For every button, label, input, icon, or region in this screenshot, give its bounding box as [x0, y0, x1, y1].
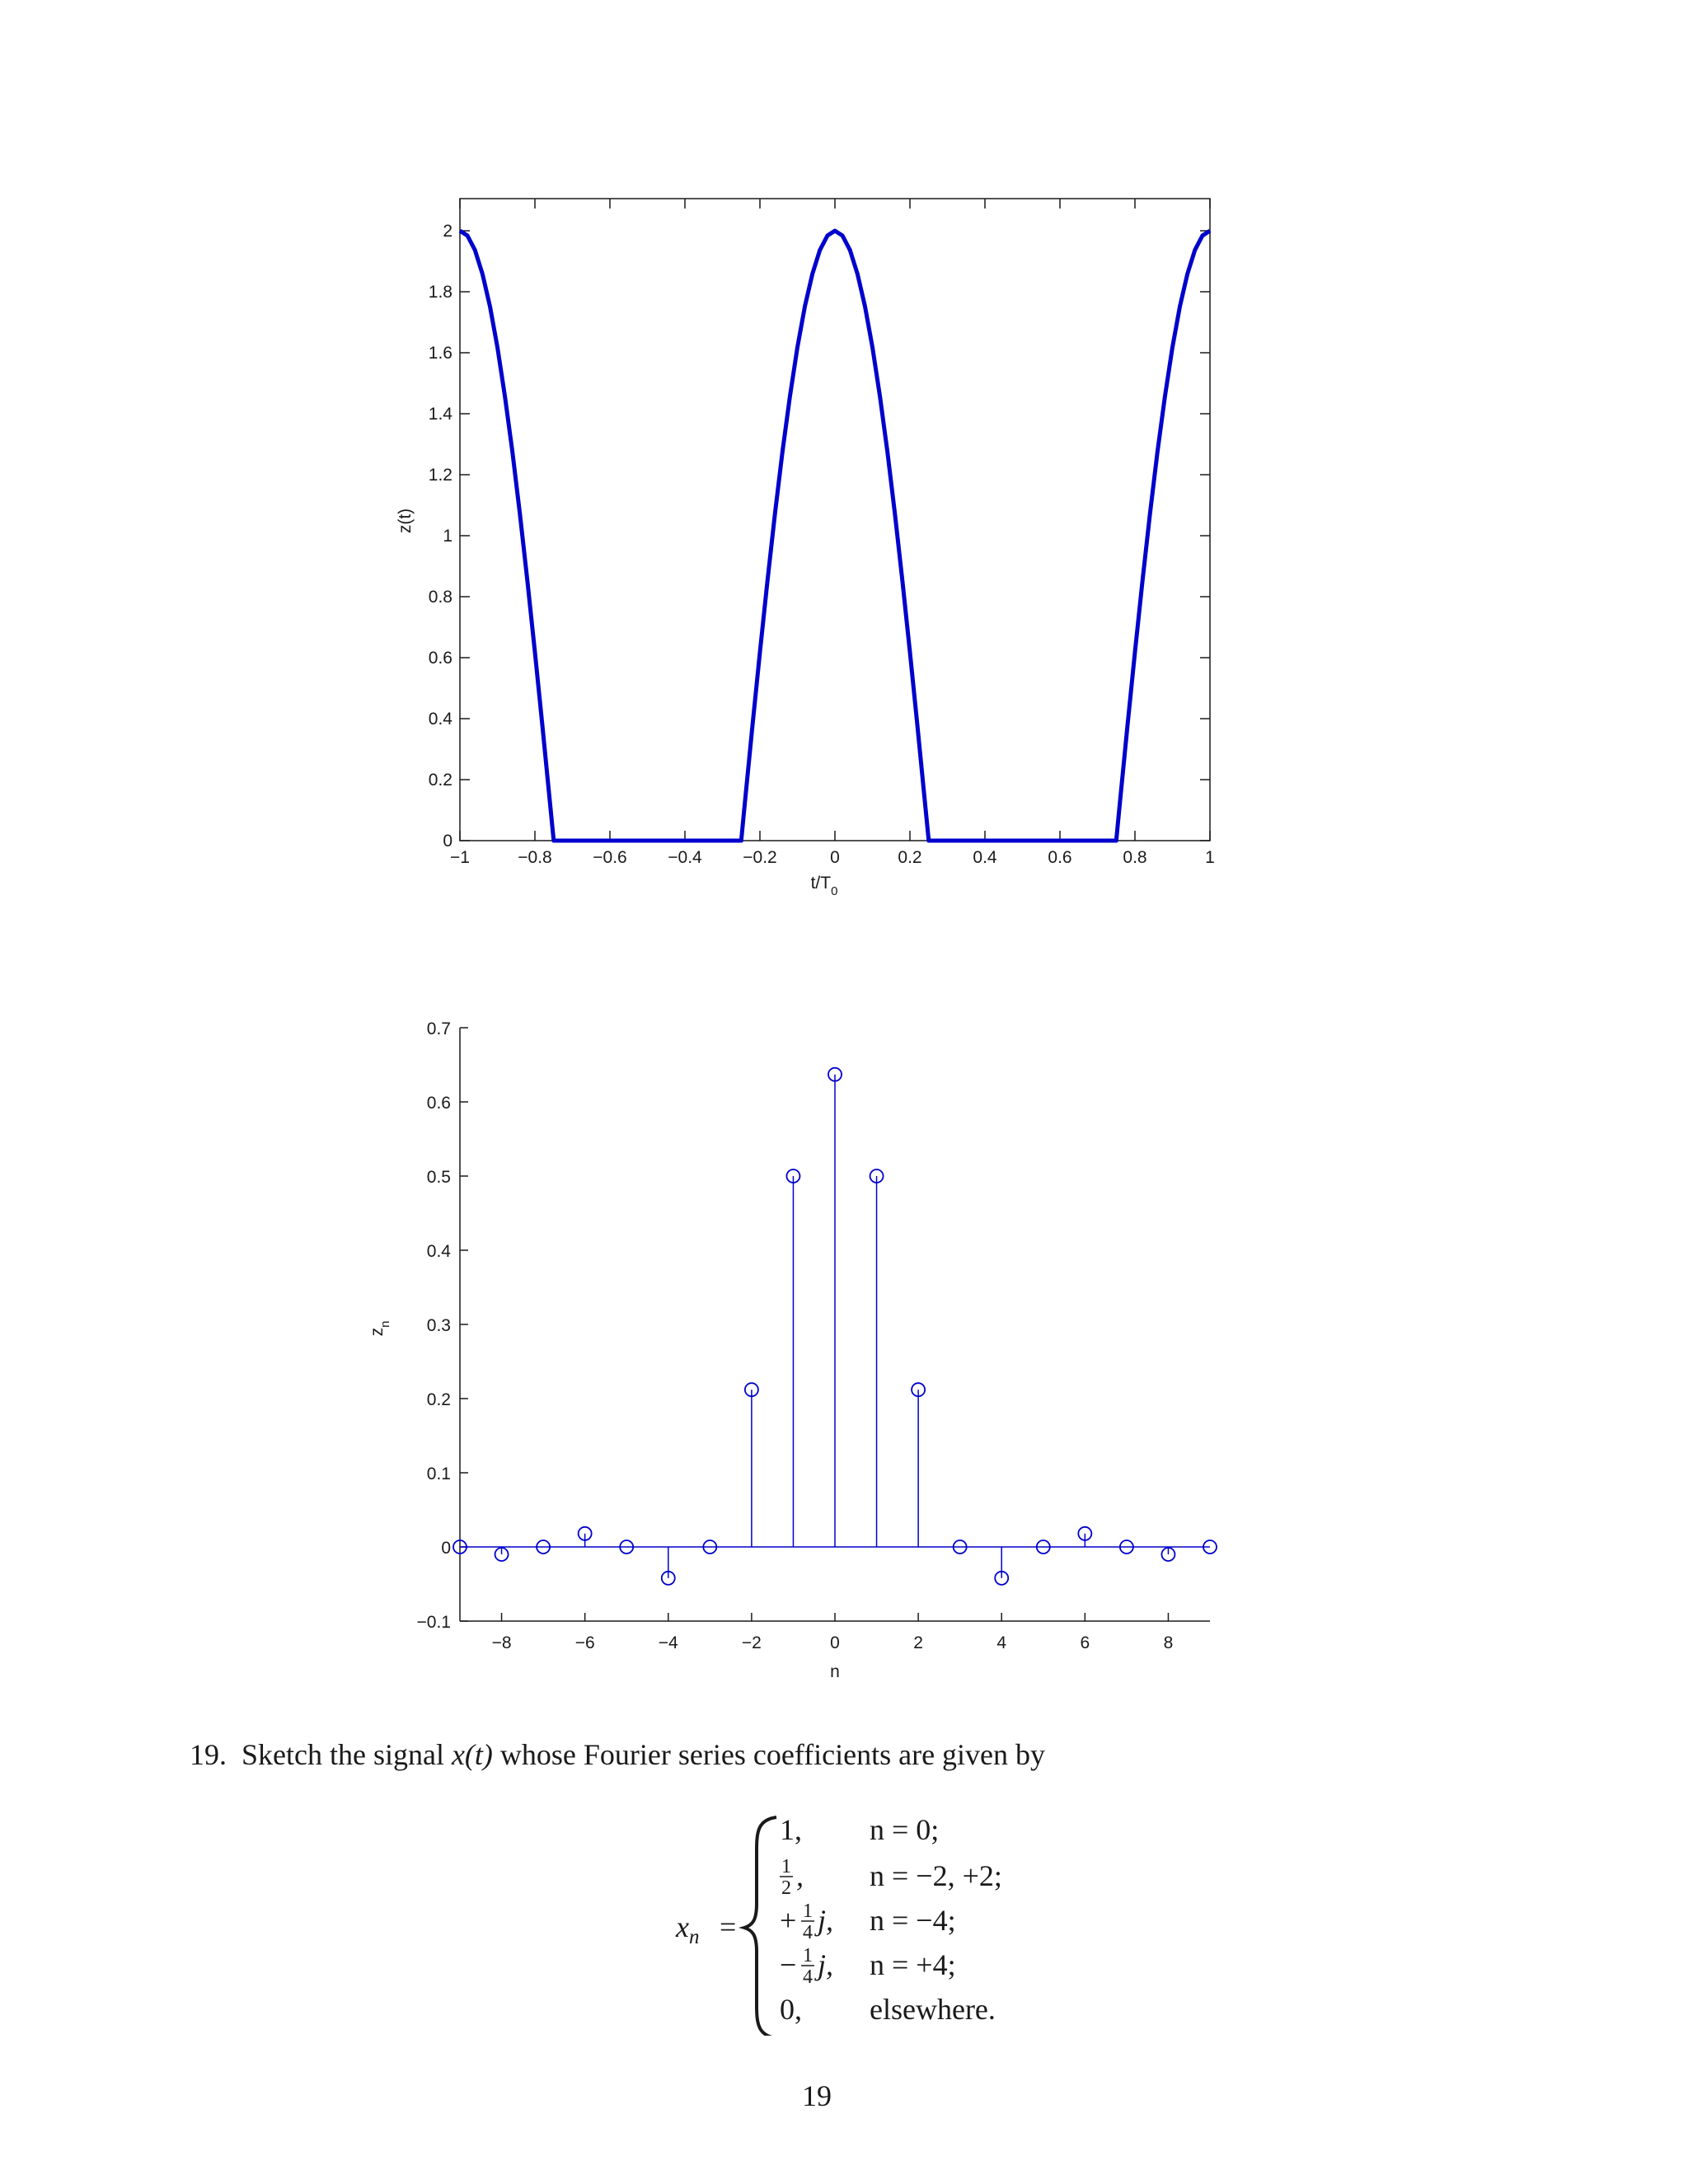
case-fraction-num: 1: [803, 1945, 813, 1966]
chart2-xlabel: n: [830, 1662, 840, 1681]
coefficient-equation: [0, 1797, 1688, 2036]
chart1-ytick-label: 0.2: [428, 771, 452, 790]
case-condition: n = −2, +2;: [870, 1859, 1002, 1892]
chart2-ytick-label: 0.2: [426, 1390, 451, 1409]
chart2-ytick-label: 0: [441, 1539, 451, 1558]
case-value-sign: +: [780, 1904, 797, 1937]
case-condition: n = 0;: [870, 1813, 940, 1846]
chart1-ytick-label: 1.8: [428, 283, 452, 302]
case-value: 0,: [780, 1993, 802, 2026]
chart2-xtick-label: −8: [491, 1633, 512, 1652]
case-fraction-num: 1: [781, 1856, 791, 1877]
case-fraction-num: 1: [803, 1900, 813, 1922]
chart2-ytick-label: 0.3: [426, 1316, 451, 1335]
chart2-xtick-label: −6: [574, 1633, 595, 1652]
chart1-ytick-label: 0.4: [428, 710, 452, 729]
chart1-xlabel: $t/T_0$: [810, 874, 838, 898]
problem-signal: x(t): [451, 1738, 493, 1771]
chart2-xtick-label: 2: [913, 1633, 923, 1652]
zt-line-chart: [0, 0, 1688, 931]
chart2-xtick-label: 8: [1163, 1633, 1174, 1652]
chart2-ytick-label: 0.5: [426, 1168, 451, 1187]
case-value-suffix: j,: [818, 1904, 834, 1937]
chart1-ytick-label: 0.6: [428, 649, 452, 668]
chart1-ytick-label: 2: [443, 222, 452, 241]
chart2-ytick-label: 0.7: [426, 1019, 451, 1038]
case-condition: elsewhere.: [870, 1993, 996, 2026]
chart1-ytick-label: 1.4: [428, 405, 452, 424]
chart2-ytick-label: −0.1: [416, 1613, 451, 1632]
chart1-xtick-label: 0.4: [973, 848, 997, 867]
chart1-xtick-label: 0.8: [1123, 848, 1147, 867]
chart2-xtick-label: 4: [996, 1633, 1007, 1652]
case-value-sign: −: [780, 1948, 797, 1981]
chart1-xtick-label: 0.2: [898, 848, 922, 867]
chart1-xtick-label: −0.8: [518, 848, 552, 867]
page-number: 19: [802, 2079, 832, 2112]
chart1-xtick-label: −0.4: [668, 848, 702, 867]
case-value: 1,: [780, 1813, 802, 1846]
chart1-xtick-label: −0.2: [743, 848, 777, 867]
chart1-xtick-label: −0.6: [593, 848, 627, 867]
chart1-ylabel: z(t): [396, 508, 415, 534]
case-condition: n = +4;: [870, 1948, 956, 1981]
equation-equals: =: [720, 1910, 737, 1943]
chart1-xtick-label: 0: [830, 848, 840, 867]
chart1-xtick-label: 0.6: [1048, 848, 1072, 867]
problem-statement: [190, 1737, 1045, 1772]
chart2-ytick-label: 0.4: [426, 1242, 451, 1261]
left-brace: [744, 1817, 776, 2036]
case-fraction-den: 4: [803, 1966, 813, 1988]
problem-text-before: Sketch the signal: [241, 1738, 444, 1771]
case-fraction-den: 4: [803, 1922, 813, 1943]
chart1-xtick-label: −1: [450, 848, 470, 867]
chart1-ytick-label: 0: [443, 832, 452, 851]
chart1-frame: [460, 199, 1210, 841]
case-value-suffix: j,: [818, 1948, 834, 1981]
zt-curve: [460, 231, 1210, 841]
chart2-xtick-label: 0: [830, 1633, 840, 1652]
chart1-ytick-label: 1.2: [428, 466, 452, 485]
chart2-xtick-label: −4: [658, 1633, 678, 1652]
chart2-xtick-label: −2: [741, 1633, 762, 1652]
chart2-ytick-label: 0.6: [426, 1094, 451, 1113]
chart2-xtick-label: 6: [1080, 1633, 1090, 1652]
chart1-ytick-label: 0.8: [428, 588, 452, 607]
case-fraction-den: 2: [781, 1877, 791, 1899]
problem-text-after: whose Fourier series coefficients are given by: [499, 1738, 1046, 1771]
equation-lhs: $x_n$: [676, 1910, 700, 1948]
case-condition: n = −4;: [870, 1904, 956, 1937]
case-value-suffix: ,: [796, 1859, 804, 1892]
chart1-ytick-label: 1.6: [428, 344, 452, 363]
chart2-ytick-label: 0.1: [426, 1465, 451, 1483]
zn-stem-chart: [0, 931, 1688, 1698]
problem-number: 19.: [190, 1738, 227, 1771]
chart2-ylabel: $z_n$: [368, 1320, 392, 1337]
chart1-xtick-label: 1: [1205, 848, 1215, 867]
chart1-ytick-label: 1: [443, 527, 452, 546]
